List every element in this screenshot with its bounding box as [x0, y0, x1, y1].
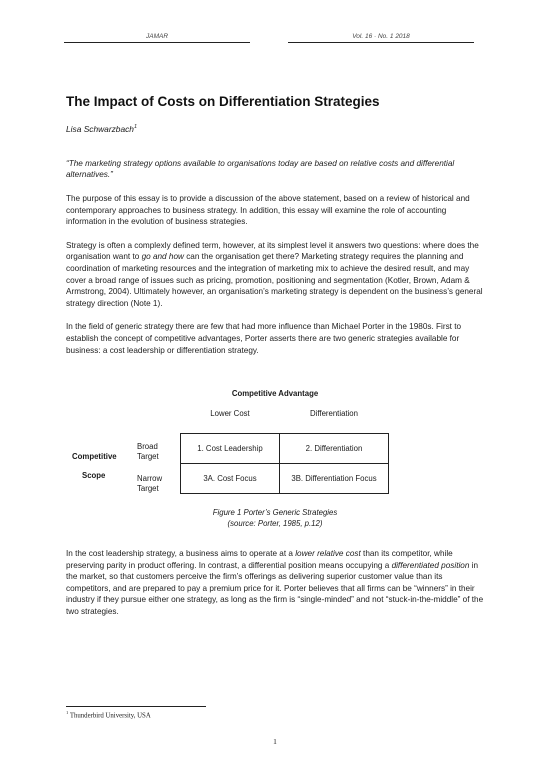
paragraph-purpose: The purpose of this essay is to provide a discussion of the above statement, based on a review of historical and contemporary approaches to business strategy. In addition, this essay will examine the role of accounting information in the evolution of business strategies. — [66, 193, 470, 227]
sublabel-broad: Broad — [137, 442, 158, 452]
row-label-competitive: Competitive — [72, 452, 117, 462]
footnote-text: Thunderbird University, USA — [68, 712, 151, 720]
sublabel-narrow: Narrow — [137, 474, 163, 484]
figure-caption-title: Figure 1 Porter’s Generic Strategies — [212, 508, 338, 518]
header-rule-left — [64, 42, 250, 43]
page-number: 1 — [273, 737, 277, 746]
row-label-scope: Scope — [82, 471, 106, 481]
cell-differentiation-focus: 3B. Differentiation Focus — [280, 464, 389, 494]
opening-quote: “The marketing strategy options available to organisations today are based on relative costs and differential alternatives.” — [66, 158, 455, 180]
conjunction-and: and — [150, 252, 169, 262]
figure-caption-source: (source: Porter, 1985, p.12) — [227, 519, 323, 529]
footnote — [66, 710, 151, 719]
paragraph-cost-text-3: in the market, so that customers perceive the firm’s offerings as delivering superior customer value than its competitors, and are prepared to pay a premium price for it. Porter believes that all firms can be “winners” in their industry if they pursue either one strategy, as long as the firm is “single-minded” and not “stuck-in-the-middle” of the two strategies. — [66, 560, 484, 617]
paragraph-cost-text-1: In the cost leadership strategy, a business aims to operate at a — [66, 549, 296, 559]
cell-cost-leadership: 1. Cost Leadership — [181, 434, 280, 464]
header-rule-right — [288, 42, 474, 43]
paragraph-cost-text-2: than its competitor, while preserving parity in product offering. In contrast, a differential position means occupying a — [66, 549, 453, 570]
paragraph-strategy — [66, 240, 484, 310]
figure-caption — [66, 507, 484, 529]
author-line — [66, 122, 484, 135]
article-body — [66, 93, 484, 618]
cell-cost-focus: 3A. Cost Focus — [181, 464, 280, 494]
journal-name: JAMAR — [145, 33, 169, 40]
paragraph-strategy-text-1: Strategy is often a complexly defined term, however, at its simplest level it answers two questions: where does the organisation want to — [66, 240, 479, 262]
emphasis-lower-relative-cost: lower relative cost — [295, 549, 361, 559]
paragraph-cost-leadership — [66, 548, 484, 618]
emphasis-go: go — [141, 252, 151, 262]
porter-figure — [66, 389, 484, 531]
author-name: Lisa Schwarzbach — [66, 123, 134, 134]
footnote-rule — [66, 706, 206, 707]
article-title: The Impact of Costs on Differentiation Strategies — [66, 94, 380, 109]
figure-title: Competitive Advantage — [231, 389, 319, 399]
sublabel-broad-target — [137, 442, 159, 462]
journal-volume: Vol. 16 · No. 1 2018 — [352, 33, 410, 40]
emphasis-differentiated-position: differentiated position — [391, 560, 470, 570]
matrix-row-broad — [181, 434, 389, 464]
author-footnote-mark: 1 — [133, 124, 138, 130]
paragraph-porter: In the field of generic strategy there are few that had more influence than Michael Porter in the 1980s. First to establish the concept of competitive advantages, Porter asserts there are two generic strategies available for business: a cost leadership or differentiation strategy. — [66, 322, 462, 355]
column-header-differentiation: Differentiation — [310, 409, 358, 419]
sublabel-broad-target-word: Target — [137, 452, 159, 462]
paragraph-strategy-text-2: can the organisation get there? Marketing strategy requires the planning and coordination of marketing resources and the integration of marketing mix to achieve the desired result, and may cover a broad range of issues such as pricing, promotion, positioning and segmentation (Kotler, Brown, Adam & Armstrong, 2004). Ultimately however, an organisation’s marketing strategy is dependent on the business’s general strategy direction (Note 1). — [66, 252, 483, 308]
sublabel-narrow-target — [137, 474, 162, 494]
emphasis-how: how — [168, 252, 184, 262]
matrix-row-narrow — [181, 464, 389, 494]
cell-differentiation: 2. Differentiation — [280, 434, 389, 464]
strategy-matrix — [180, 433, 389, 494]
column-header-lower-cost: Lower Cost — [210, 409, 250, 419]
footnote-mark: 1 — [66, 710, 69, 715]
sublabel-narrow-target-word: Target — [137, 484, 159, 494]
